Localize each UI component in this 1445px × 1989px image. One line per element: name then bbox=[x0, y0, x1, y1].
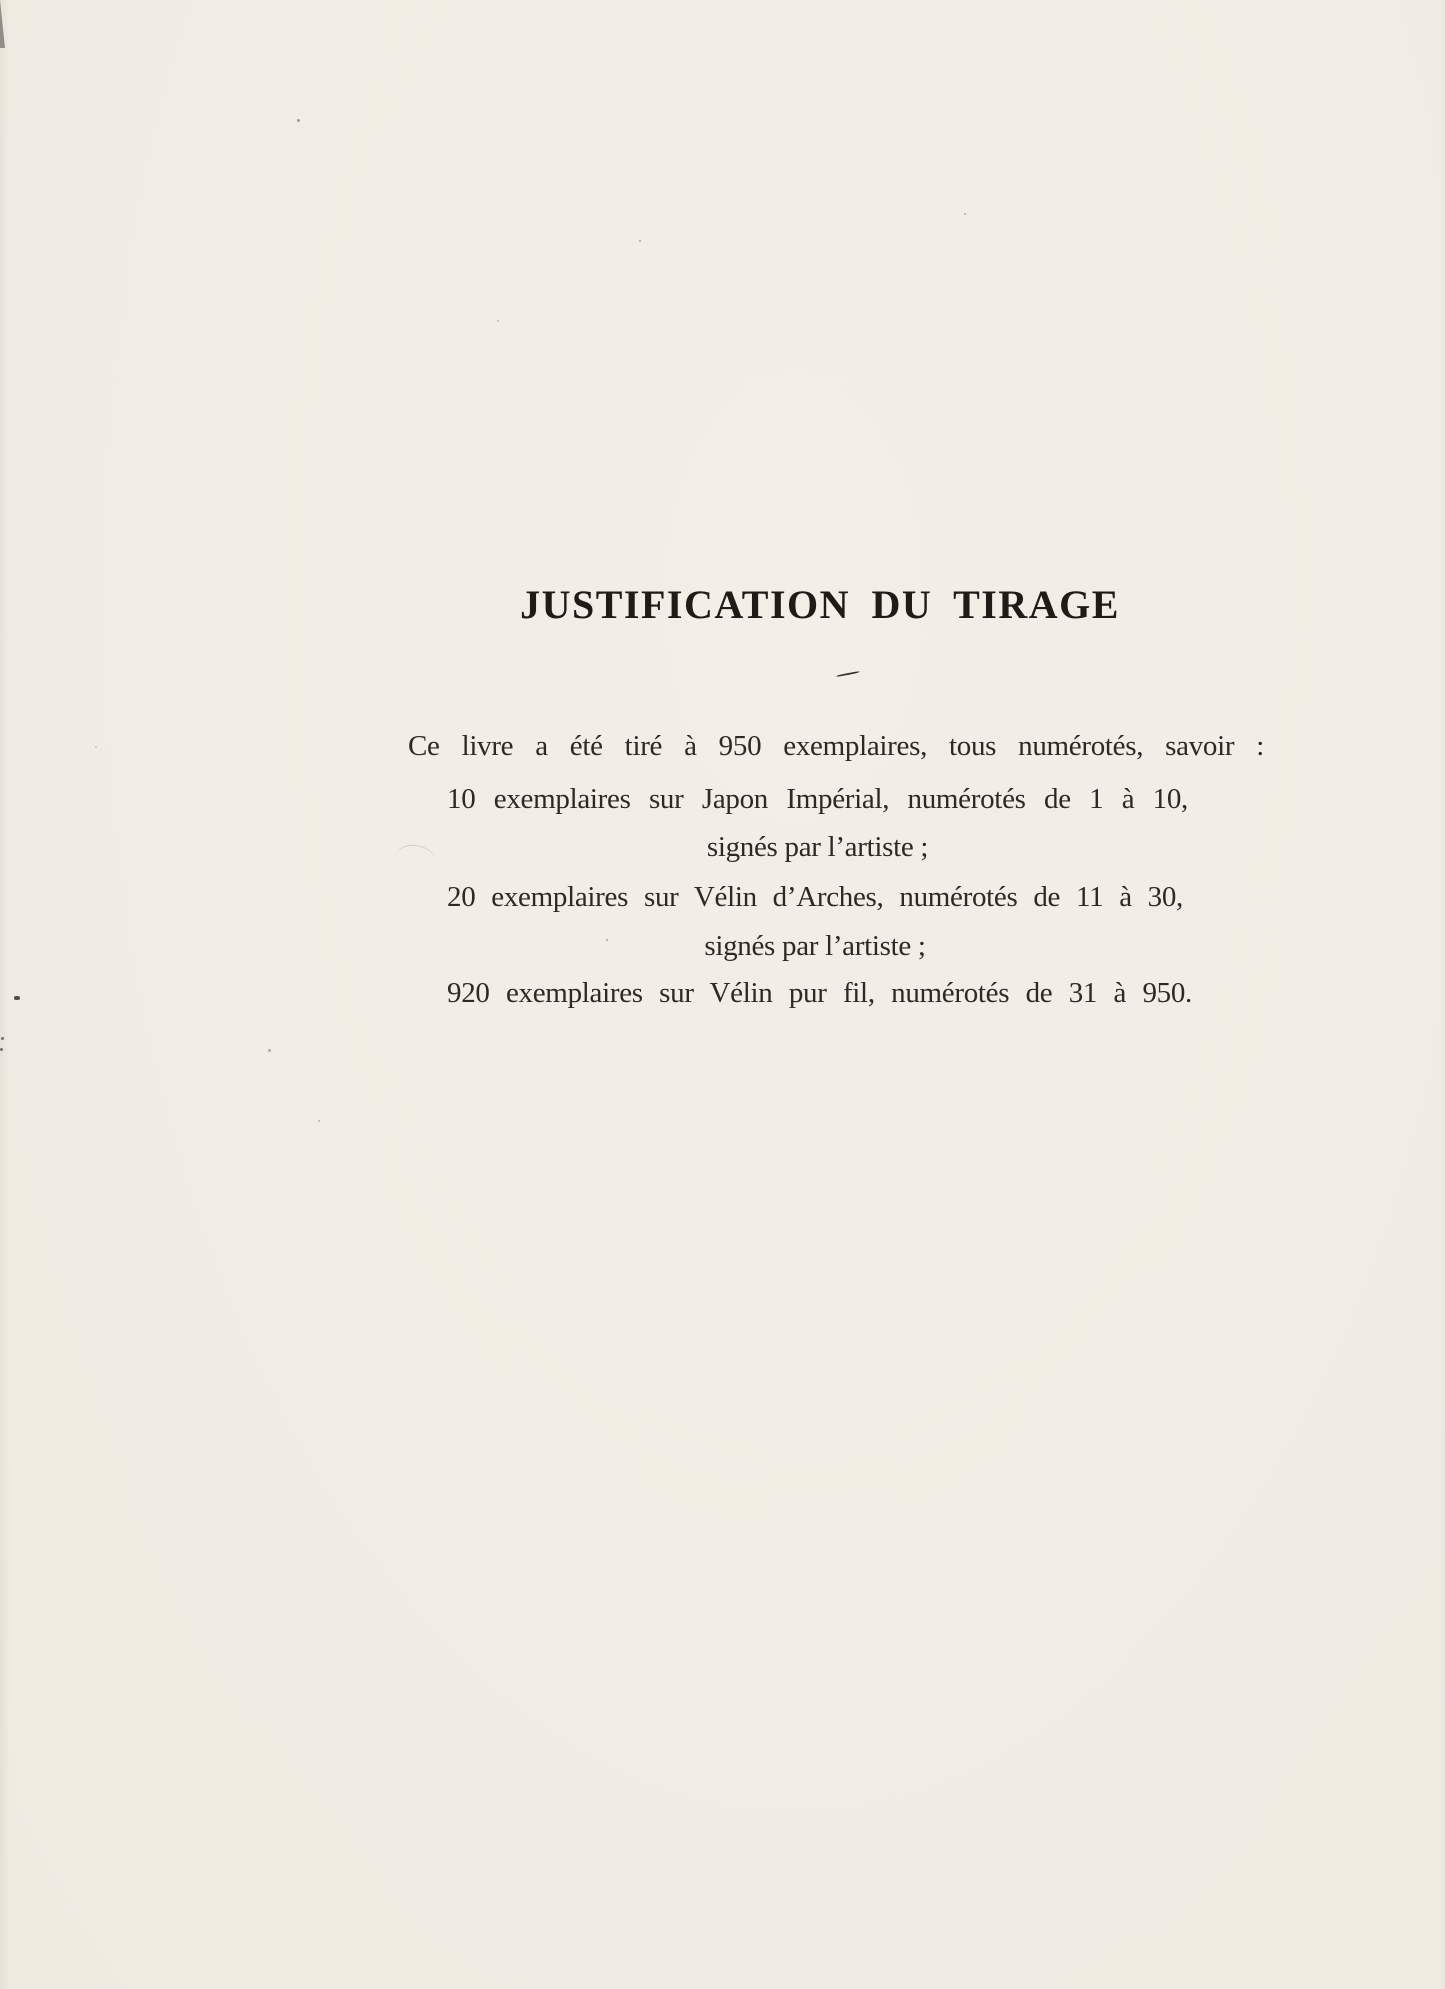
scan-scratch bbox=[395, 842, 437, 861]
scan-speckle bbox=[639, 240, 641, 242]
text-line: signés par l’artiste ; bbox=[706, 831, 929, 863]
scan-speckle bbox=[1, 1037, 4, 1040]
text-line: 10 exemplaires sur Japon Impérial, numérotés de 1 à 10, bbox=[447, 783, 1188, 815]
scan-speckle bbox=[318, 1120, 320, 1122]
scan-speckle bbox=[297, 119, 300, 122]
scan-speckle bbox=[0, 1048, 3, 1051]
scan-speckle bbox=[497, 320, 499, 322]
scan-corner-edge bbox=[0, 0, 5, 48]
scan-speckle bbox=[964, 213, 966, 215]
page-title: JUSTIFICATION DU TIRAGE bbox=[520, 582, 1120, 627]
text-line: 20 exemplaires sur Vélin d’Arches, numérotés de 11 à 30, bbox=[447, 881, 1183, 913]
scan-speckle bbox=[95, 746, 97, 748]
text-line: Ce livre a été tiré à 950 exemplaires, tous numérotés, savoir : bbox=[408, 730, 1264, 762]
scan-speckle bbox=[14, 996, 20, 1000]
scan-speckle bbox=[268, 1049, 271, 1052]
ornament-dash bbox=[836, 671, 860, 678]
scan-speckle bbox=[606, 939, 608, 941]
text-line: signés par l’artiste ; bbox=[704, 930, 926, 962]
text-line: 920 exemplaires sur Vélin pur fil, numérotés de 31 à 950. bbox=[447, 977, 1192, 1009]
